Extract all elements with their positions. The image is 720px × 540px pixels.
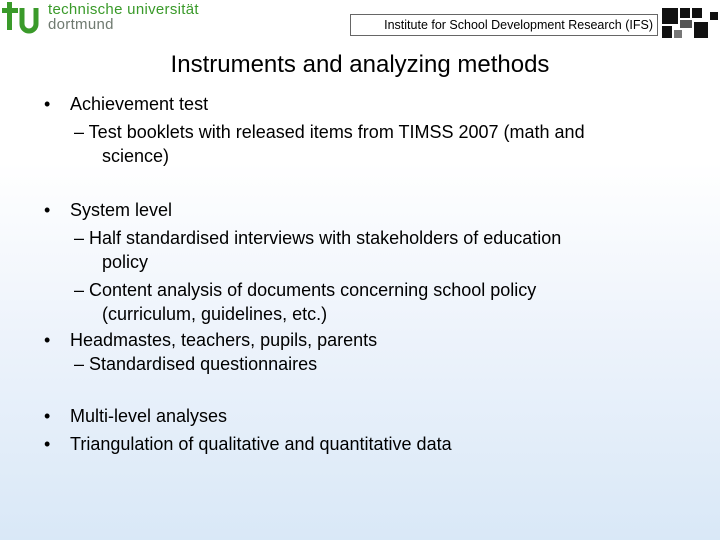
university-name xyxy=(48,2,199,32)
bullet-text: Headmastes, teachers, pupils, parents xyxy=(70,330,378,350)
sub-bullet-text: – Half standardised interviews with stakeholders of education xyxy=(74,228,562,248)
university-name-line2: dortmund xyxy=(48,16,114,33)
slide-header xyxy=(0,0,720,44)
bullet-icon: • xyxy=(44,330,51,350)
bullet-icon: • xyxy=(44,406,51,426)
bullet-icon: • xyxy=(44,94,51,114)
sub-bullet-text-cont: policy xyxy=(102,252,149,272)
bullet-text: System level xyxy=(70,200,173,220)
sub-bullet-text-cont: (curriculum, guidelines, etc.) xyxy=(102,304,328,324)
bullet-icon: • xyxy=(44,200,51,220)
bullet-text: Triangulation of qualitative and quantitative data xyxy=(70,434,452,454)
tu-dortmund-logo xyxy=(2,2,42,36)
bullet-text: Achievement test xyxy=(70,94,209,114)
bullet-icon: • xyxy=(44,434,51,454)
sub-bullet-text-cont: science) xyxy=(102,146,170,166)
sub-bullet-text: – Content analysis of documents concerning school policy xyxy=(74,280,537,300)
sub-bullet-text: – Standardised questionnaires xyxy=(74,354,318,374)
sub-bullet-text: – Test booklets with released items from TIMSS 2007 (math and xyxy=(74,122,585,142)
ifs-logo xyxy=(662,8,718,40)
bullet-text: Multi-level analyses xyxy=(70,406,228,426)
slide-title: Instruments and analyzing methods xyxy=(170,51,550,78)
institute-label: Institute for School Development Research (IFS) xyxy=(350,14,658,36)
university-name-line1: technische universität xyxy=(48,1,199,18)
